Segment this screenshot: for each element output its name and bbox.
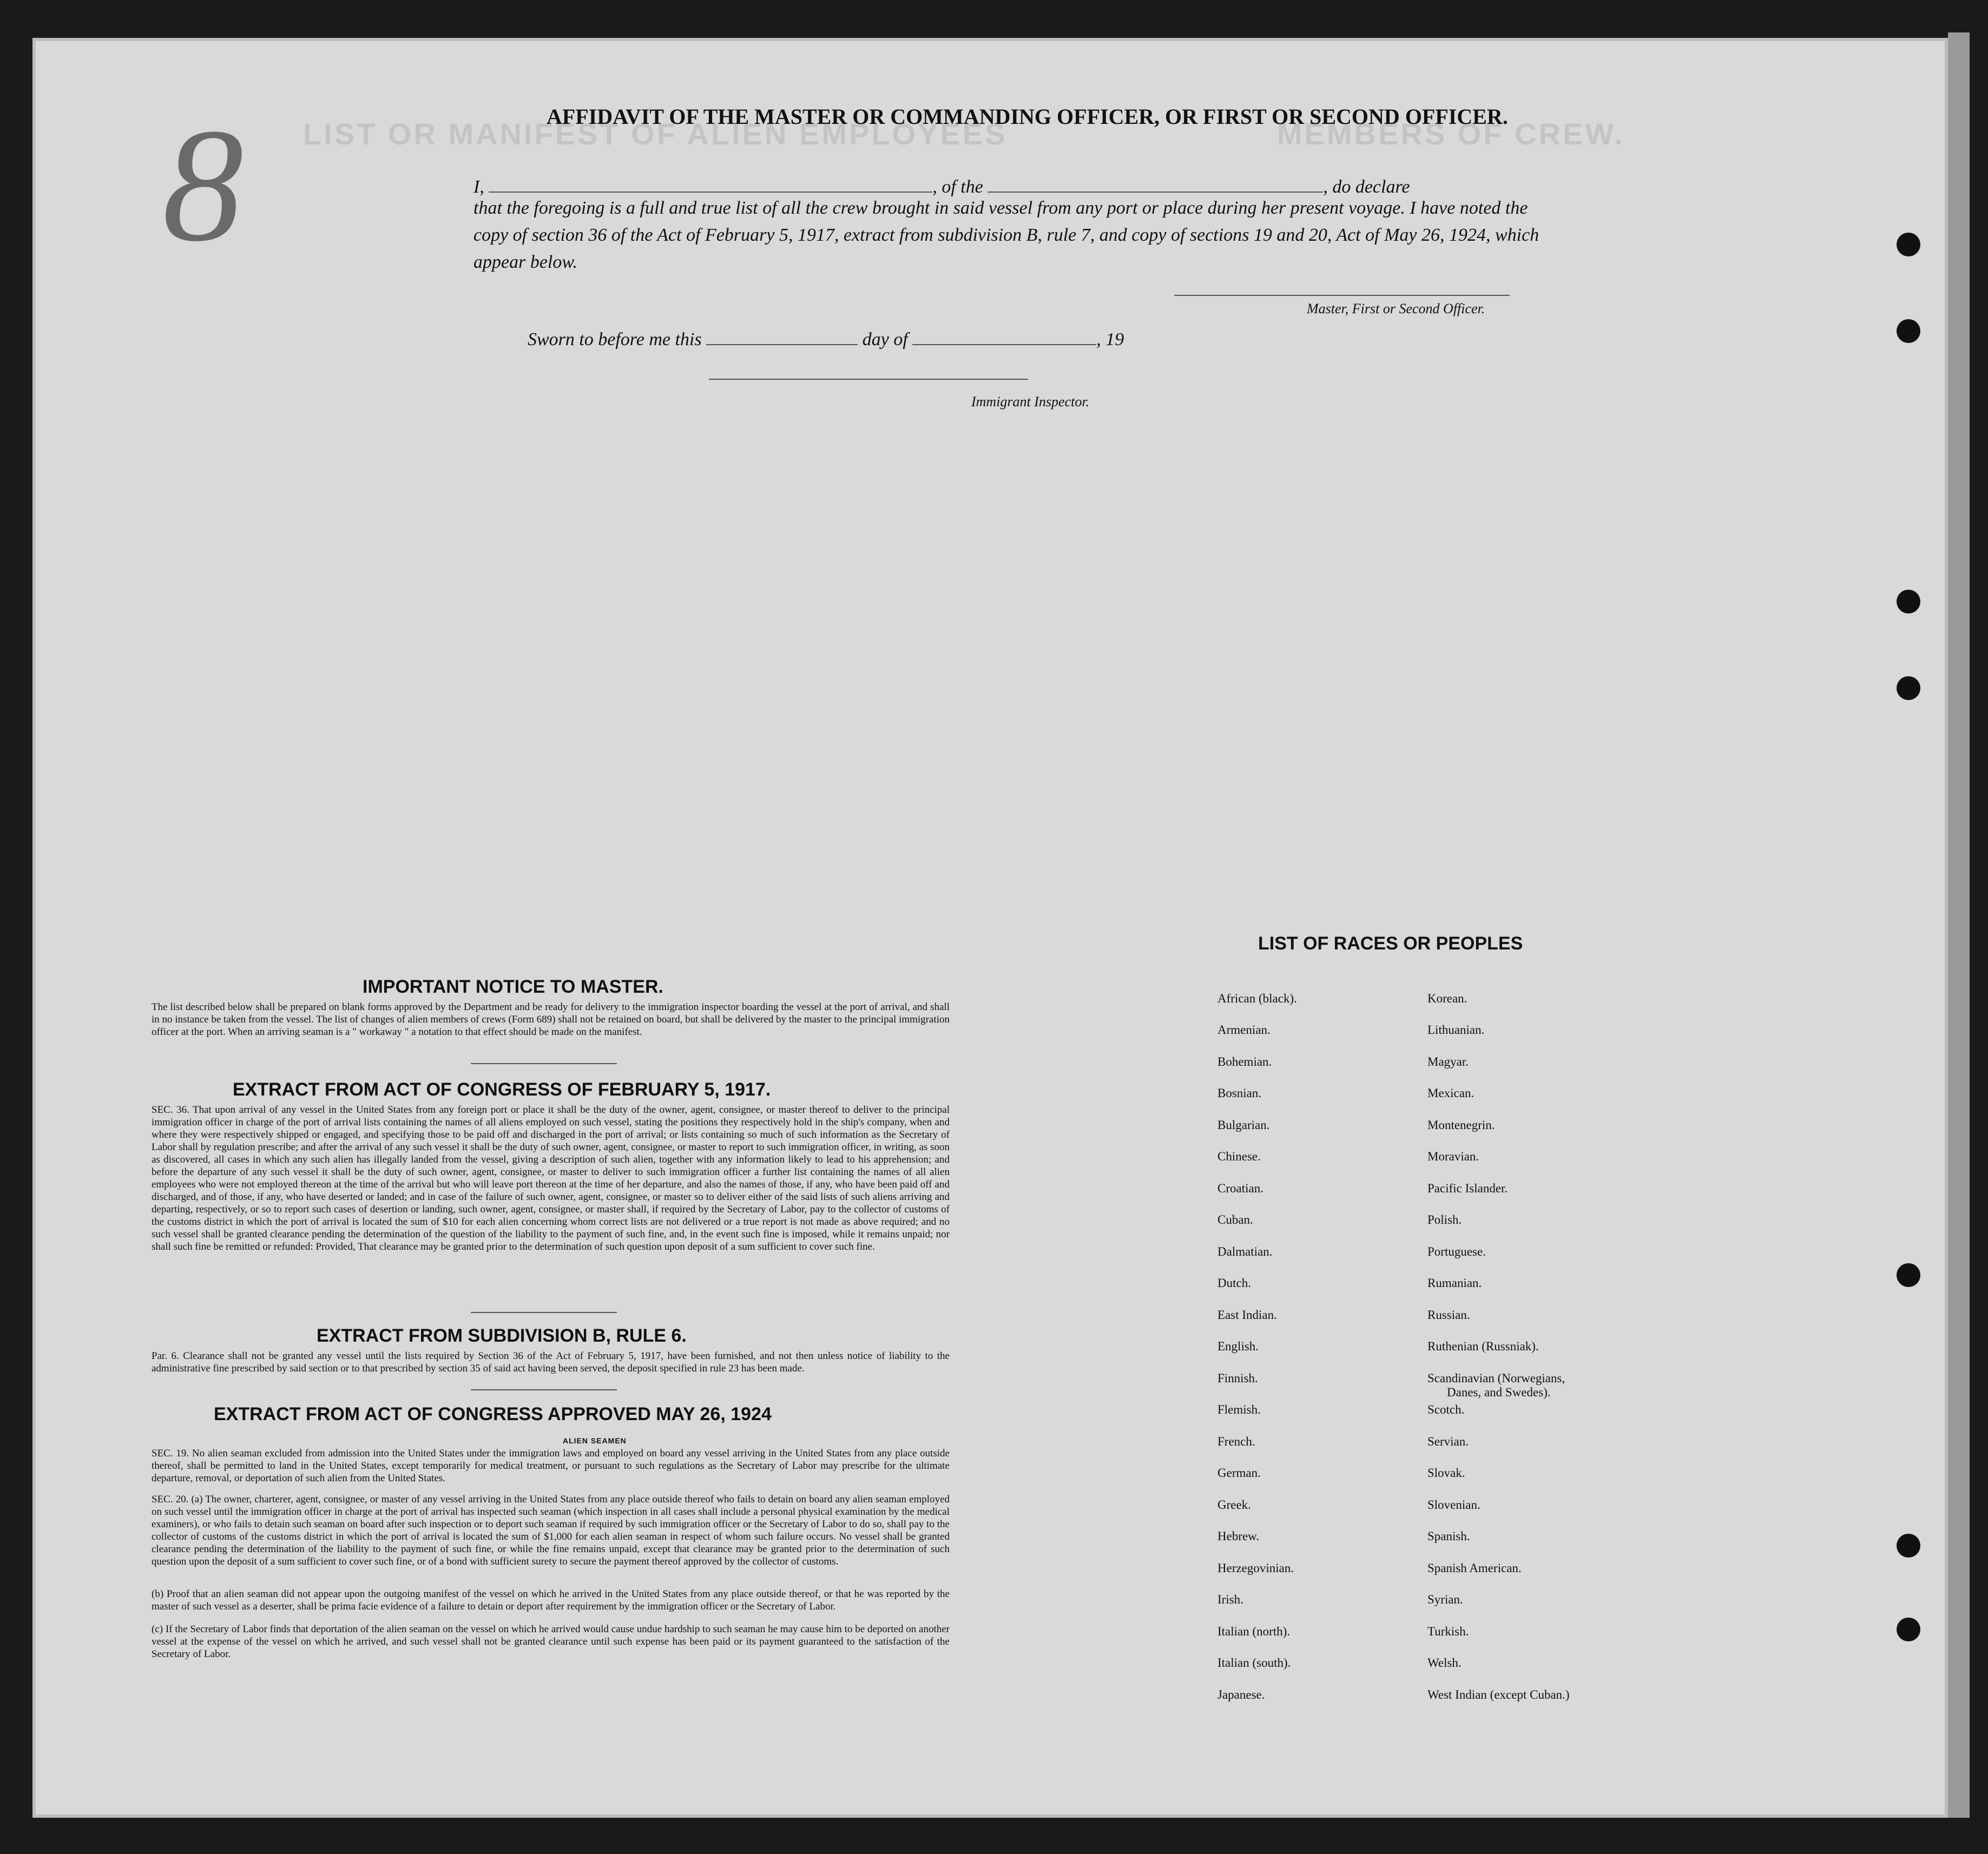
section-20b-text: (b) Proof that an alien seaman did not appear upon the outgoing manifest of the vessel on which he arrived in the United States from any place outside thereof, or that he was reported by the master of such vessel as a deserter, shall be prima facie evidence of a failure to detain or deport after requirement by the immigration officer or the Secretary of Labor. [152, 1588, 950, 1612]
race-right-item: Danes, and Swedes). [1447, 1385, 1551, 1399]
sworn-suffix: , 19 [1096, 329, 1124, 349]
bleed-through-text: MEMBERS OF CREW. [1277, 117, 1625, 151]
punch-hole [1897, 1263, 1920, 1287]
race-right-item: Magyar. [1427, 1055, 1469, 1068]
race-left-item: English. [1217, 1340, 1259, 1353]
race-left-item: Bosnian. [1217, 1086, 1262, 1100]
notice-body: The list described below shall be prepared on blank forms approved by the Department and be ready for delivery to the immigration inspector boarding the vessel at the port of arrival, and shall in no instance be taken from the vessel. The list of changes of alien members of crews (Form 689) shall not be retained on board, but shall be delivered by the master to the principal immigration officer at the port. When an arriving seaman is a " workaway " a notation to that effect should be made on the manifest. [152, 1001, 950, 1038]
race-right-item: Slovak. [1427, 1466, 1465, 1480]
inspector-signature-line[interactable] [709, 379, 1028, 380]
declaration-middle: , of the [932, 177, 983, 197]
section-20a-text: SEC. 20. (a) The owner, charterer, agent, consignee, or master of any vessel arriving in the United States from any place outside thereof who fails to detain on board any alien seaman employed on such vessel until the immigration officer in charge at the port of arrival has inspected such seaman (which inspection in all cases shall include a personal physical examination by the medical examiners), or who fails to detain such seaman on board after such inspection or to deport such seaman if required by such immigration officer or the Secretary of Labor to do so, shall pay to the collector of customs of the customs district in which the port of arrival is located the sum of $1,000 for each alien seaman in respect of whom such failure occurs. No vessel shall be granted clearance pending the determination of the liability to the payment of such fine, or while the fine remains unpaid, except that clearance may be granted prior to the determination of such question upon the deposit of a sum sufficient to cover such fine, or of a bond with sufficient surety to secure the payment thereof approved by the collector of customs. [152, 1494, 950, 1567]
notice-title: IMPORTANT NOTICE TO MASTER. [363, 977, 663, 997]
race-right-item: Rumanian. [1427, 1276, 1482, 1290]
section-divider [471, 1063, 617, 1064]
race-left-item: Greek. [1217, 1498, 1251, 1512]
extract-1924-title: EXTRACT FROM ACT OF CONGRESS APPROVED MAY 26, 1924 [214, 1404, 772, 1424]
race-right-item: Portuguese. [1427, 1245, 1486, 1258]
affidavit-title: AFFIDAVIT OF THE MASTER OR COMMANDING OFFICER, OR FIRST OR SECOND OFFICER. [547, 104, 1508, 129]
sworn-month-field[interactable] [912, 326, 1096, 345]
race-left-item: Bulgarian. [1217, 1118, 1270, 1132]
vessel-field[interactable] [988, 173, 1323, 193]
section-divider [471, 1389, 617, 1390]
punch-hole [1897, 590, 1920, 613]
race-left-item: Irish. [1217, 1593, 1243, 1606]
race-left-item: French. [1217, 1435, 1255, 1448]
race-right-item: Spanish. [1427, 1529, 1470, 1543]
race-right-item: Russian. [1427, 1308, 1470, 1322]
punch-hole [1897, 1534, 1920, 1558]
race-right-item: Scotch. [1427, 1403, 1465, 1416]
race-right-item: Mexican. [1427, 1086, 1474, 1100]
punch-hole [1897, 319, 1920, 343]
race-left-item: Armenian. [1217, 1023, 1271, 1037]
sworn-middle: day of [862, 329, 908, 349]
handwritten-mark: 8 [162, 95, 243, 275]
declaration-suffix: , do declare [1323, 177, 1410, 197]
race-right-item: Ruthenian (Russniak). [1427, 1340, 1539, 1353]
section-divider [471, 1312, 617, 1313]
declaration-prefix: I, [473, 177, 484, 197]
inspector-label: Immigrant Inspector. [971, 394, 1090, 410]
page-edge [1948, 32, 1970, 1818]
race-left-item: East Indian. [1217, 1308, 1277, 1322]
extract-1917-body: SEC. 36. That upon arrival of any vessel in the United States from any foreign port or place it shall be the duty of the owner, agent, consignee, or master thereof to deliver to the principal immigration officer in charge of the port of arrival lists containing the names of all aliens employed on such vessel, stating the positions they respectively hold in the ship's company, when and where they were respectively shipped or engaged, and specifying those to be paid off and discharged in the port of arrival; or lists containing so much of such information as the Secretary of Labor shall by regulation prescribe; and after the arrival of any such vessel it shall be the duty of such owner, agent, consignee, or master to report to such immigration officer, in writing, as soon as discovered, all cases in which any such alien has illegally landed from the vessel, giving a description of such alien, together with any information likely to lead to his apprehension; and before the departure of any such vessel it shall be the duty of such owner, agent, consignee, or master to deliver to such immigration officer a further list containing the names of all alien employees who were not employed thereon at the time of the arrival but who will leave port thereon at the time of her departure, and also the names of those, if any, who have been paid off and discharged, and of those, if any, who have deserted or landed; and in case of the failure of such owner, agent, consignee, or master so to deliver either of the said lists of such aliens arriving and departing, respectively, or so to report such cases of desertion or landing, such owner, agent, consignee, or master shall, if required by the Secretary of Labor, pay to the collector of customs of the customs district in which the port of arrival is located the sum of $10 for each alien concerning whom correct lists are not delivered or a true report is not made as above required; and no such vessel shall be granted clearance pending the determination of the question of the liability to the payment of such fine, and, in the event such fine is imposed, while it remains unpaid; nor shall such fine be remitted or refunded: Provided, That clearance may be granted prior to the determination of such question upon deposit of a sum sufficient to cover such fine. [152, 1104, 950, 1252]
race-right-item: Korean. [1427, 992, 1467, 1005]
race-right-item: Polish. [1427, 1213, 1462, 1226]
extract-1917-title: EXTRACT FROM ACT OF CONGRESS OF FEBRUARY 5, 1917. [233, 1079, 771, 1100]
race-left-item: Italian (north). [1217, 1625, 1291, 1638]
race-right-item: Syrian. [1427, 1593, 1463, 1606]
race-left-item: Croatian. [1217, 1182, 1263, 1195]
race-left-item: Italian (south). [1217, 1656, 1291, 1670]
race-right-item: Servian. [1427, 1435, 1469, 1448]
race-right-item: Montenegrin. [1427, 1118, 1495, 1132]
race-left-item: Hebrew. [1217, 1529, 1260, 1543]
race-right-item: Turkish. [1427, 1625, 1469, 1638]
extract-rule6-body: Par. 6. Clearance shall not be granted any vessel until the lists required by Section 36 of the Act of February 5, 1917, have been furnished, and not then unless notice of liability to the administrative fine prescribed by said section or to that prescribed by section 35 of said act having been served, the deposit specified in rule 23 has been made. [152, 1350, 950, 1374]
race-left-item: African (black). [1217, 992, 1297, 1005]
officer-signature-label: Master, First or Second Officer. [1307, 301, 1485, 316]
race-left-item: Dalmatian. [1217, 1245, 1273, 1258]
officer-signature-line[interactable] [1174, 295, 1510, 296]
affidavit-body: that the foregoing is a full and true list of all the crew brought in said vessel from any port or place during her present voyage. I have noted the copy of section 36 of the Act of February 5, 1917, extract from subdivision B, rule 7, and copy of sections 19 and 20, Act of May 26, 1924, which appear below. [473, 198, 1539, 272]
punch-hole [1897, 676, 1920, 700]
race-left-item: Japanese. [1217, 1688, 1265, 1701]
race-left-item: Cuban. [1217, 1213, 1253, 1226]
race-right-item: West Indian (except Cuban.) [1427, 1688, 1570, 1701]
alien-seamen-subtitle: ALIEN SEAMEN [563, 1436, 627, 1445]
punch-hole [1897, 233, 1920, 256]
race-left-item: Chinese. [1217, 1150, 1261, 1163]
race-right-item: Welsh. [1427, 1656, 1462, 1670]
race-left-item: Herzegovinian. [1217, 1561, 1294, 1575]
race-right-item: Pacific Islander. [1427, 1182, 1508, 1195]
name-field[interactable] [489, 173, 932, 193]
races-title: LIST OF RACES OR PEOPLES [1258, 933, 1523, 954]
section-19-text: SEC. 19. No alien seaman excluded from admission into the United States under the immigration laws and employed on board any vessel arriving in the United States from any place outside thereof, shall be permitted to land in the United States, except temporarily for medical treatment, or pursuant to such regulations as the Secretary of Labor may prescribe for the ultimate departure, removal, or deportation of such alien from the United States. [152, 1448, 950, 1484]
race-right-item: Moravian. [1427, 1150, 1479, 1163]
sworn-prefix: Sworn to before me this [528, 329, 702, 349]
race-left-item: Bohemian. [1217, 1055, 1272, 1068]
race-right-item: Spanish American. [1427, 1561, 1522, 1575]
sworn-day-field[interactable] [706, 326, 858, 345]
race-right-item: Scandinavian (Norwegians, [1427, 1371, 1565, 1385]
bleed-through-text: LIST OR MANIFEST OF ALIEN EMPLOYEES [303, 117, 1008, 151]
race-left-item: Flemish. [1217, 1403, 1261, 1416]
race-left-item: Finnish. [1217, 1371, 1258, 1385]
sworn-line [528, 326, 1124, 350]
race-right-item: Slovenian. [1427, 1498, 1480, 1512]
section-20c-text: (c) If the Secretary of Labor finds that deportation of the alien seaman on the vessel on which he arrived would cause undue hardship to such seaman he may cause him to be deported on another vessel at the expense of the vessel on which he arrived, and such vessel shall not be granted clearance until such expense has been paid or its payment guaranteed to the satisfaction of the Secretary of Labor. [152, 1624, 950, 1660]
race-right-item: Lithuanian. [1427, 1023, 1485, 1037]
race-left-item: Dutch. [1217, 1276, 1251, 1290]
race-left-item: German. [1217, 1466, 1261, 1480]
punch-hole [1897, 1618, 1920, 1641]
extract-rule6-title: EXTRACT FROM SUBDIVISION B, RULE 6. [317, 1325, 687, 1346]
